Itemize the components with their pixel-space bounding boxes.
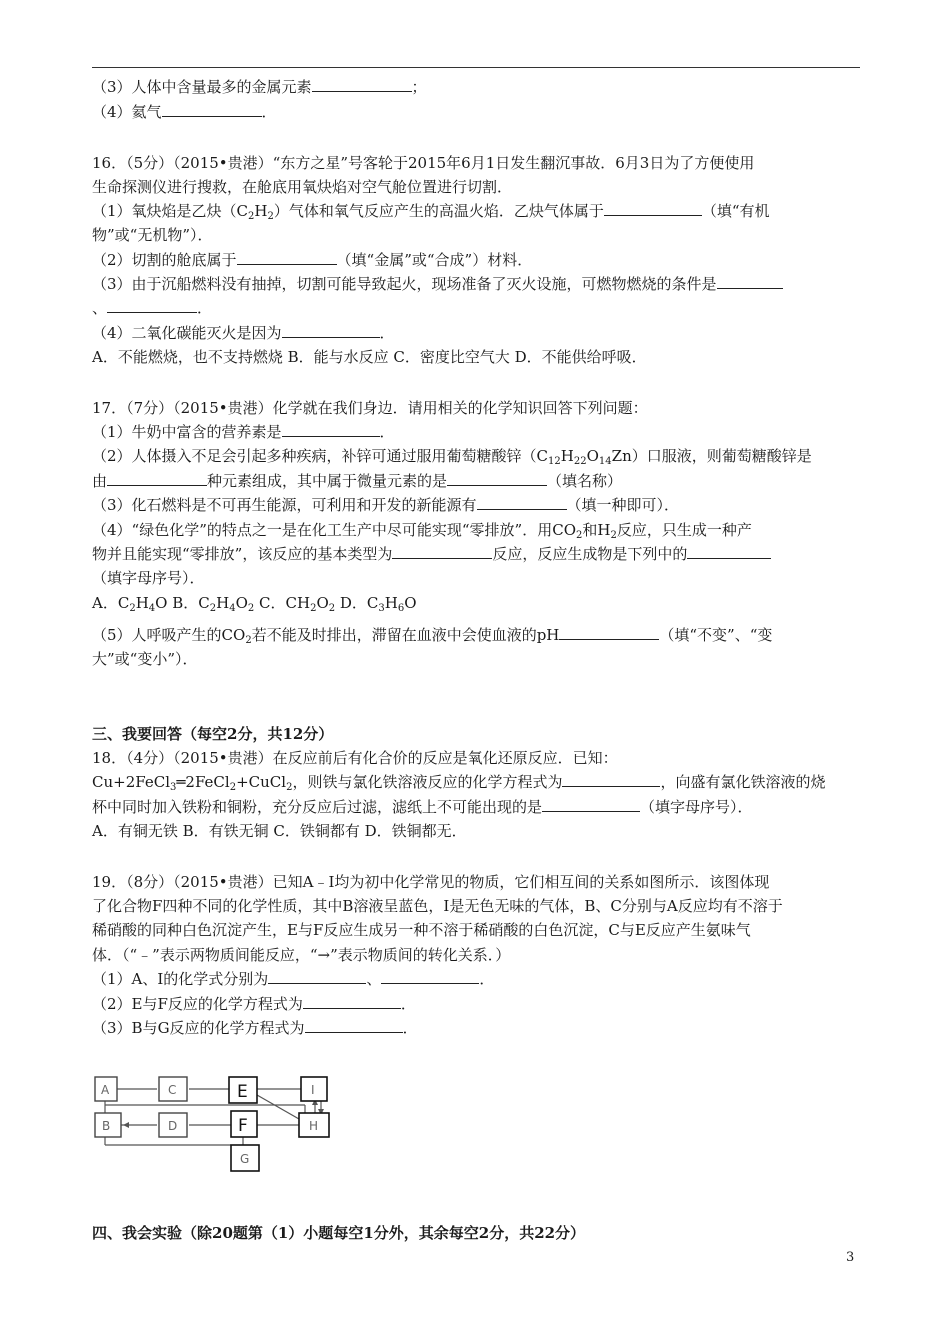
q16-part1: （1）氧炔焰是乙炔$(C_2H_2)$气体和氧气反应产生的高温火焰．乙炔气体属于 （填“有机 (92, 202, 770, 222)
node-g-label: G (240, 1152, 250, 1166)
node-d-label: D (168, 1119, 178, 1133)
q17-part4-cont2: （填字母序号）． (92, 569, 205, 587)
answer-blank[interactable] (604, 201, 702, 216)
answer-blank[interactable] (312, 77, 412, 92)
q17-part4-cont: 物并且能实现“零排放”，该反应的基本类型为 反应，反应生成物是下列中的 (92, 544, 771, 564)
link-e-h (257, 1095, 299, 1119)
page-number: 3 (846, 1250, 855, 1265)
node-c-label: C (168, 1083, 177, 1097)
q18-line2: Cu+2FeCl$_3$═2FeCl$_2$+CuCl$_2$，则铁与氯化铁溶液反应的化学方程式为 ，向盛有氯化铁溶液的烧 (92, 773, 826, 793)
node-f-label: F (238, 1116, 248, 1136)
answer-blank[interactable] (562, 772, 660, 787)
line-q15-part3: （3）人体中含量最多的金属元素 ； (92, 78, 427, 96)
q17-part2: （2）人体摄入不足会引起多种疾病，补锌可通过服用葡萄糖酸锌$(C_{12}H_{22}O_{14}Zn)$口服液，则葡萄糖酸锌是 (92, 447, 812, 467)
q19-part3: （3）B与G反应的化学方程式为 ． (92, 1019, 418, 1037)
answer-blank[interactable] (717, 274, 783, 289)
q16-head: 16．（5分）（2015•贵港）“东方之星”号客轮于2015年6月1日发生翻沉事故．6月3日为了方便使用 (92, 154, 755, 172)
q19-part2: （2）E与F反应的化学方程式为 ． (92, 995, 416, 1013)
answer-blank[interactable] (687, 544, 771, 559)
q17-part3: （3）化石燃料是不可再生能源，可利用和开发的新能源有 （填一种即可）． (92, 496, 680, 514)
arrow-to-b (123, 1122, 129, 1128)
answer-blank[interactable] (305, 1018, 403, 1033)
answer-blank[interactable] (237, 250, 337, 265)
node-i-label: I (311, 1083, 315, 1097)
answer-blank[interactable] (162, 102, 262, 117)
q16-part2: （2）切割的舱底属于 （填“金属”或“合成”）材料． (92, 251, 533, 269)
q16-part3: （3）由于沉船燃料没有抽掉，切割可能导致起火，现场准备了灭火设施，可燃物燃烧的条件是 (92, 274, 783, 294)
answer-blank[interactable] (542, 797, 640, 812)
q17-part5: （5）人呼吸产生的$CO_2$若不能及时排出，滞留在血液中会使血液的pH （填“不变”、“变 (92, 626, 773, 646)
q17-part1: （1）牛奶中富含的营养素是 ． (92, 423, 395, 441)
q19-line2: 了化合物F四种不同的化学性质，其中B溶液呈蓝色，I是无色无味的气体，B、C分别与A反应均有不溶于 (92, 897, 783, 915)
q16-part1-cont: 物”或“无机物”）． (92, 226, 213, 244)
diagram-svg (93, 1075, 338, 1175)
node-h-label: H (309, 1119, 319, 1133)
q19-line4: 体．（“﹣”表示两物质间能反应，“→”表示物质间的转化关系．） (92, 946, 511, 964)
section-3-title: 三、我要回答（每空2分，共12分） (92, 725, 334, 743)
answer-blank[interactable] (303, 994, 401, 1009)
line-q15-part4: （4）氦气 ． (92, 103, 277, 121)
answer-blank[interactable] (447, 471, 547, 486)
answer-blank[interactable] (477, 495, 567, 510)
q17-part2-cont: 由 种元素组成，其中属于微量元素的是 （填名称） (92, 472, 623, 490)
section-4-title: 四、我会实验（除20题第（1）小题每空1分外，其余每空2分，共22分） (92, 1224, 586, 1242)
answer-blank[interactable] (107, 471, 207, 486)
q19-line3: 稀硝酸的同种白色沉淀产生，E与F反应生成另一种不溶于稀硝酸的白色沉淀，C与E反应产生氨味气 (92, 921, 751, 939)
answer-blank[interactable] (282, 323, 380, 338)
q18-head: 18．（4分）（2015•贵港）在反应前后有化合价的反应是氧化还原反应．已知： (92, 749, 618, 767)
node-e-label: E (237, 1082, 248, 1102)
node-b-label: B (102, 1119, 111, 1133)
answer-blank[interactable] (392, 544, 492, 559)
q19-line1: 19．（8分）（2015•贵港）已知A﹣I均为初中化学常见的物质，它们相互间的关系如图所示．该图体现 (92, 873, 770, 891)
answer-blank[interactable] (107, 298, 197, 313)
q18-options: A．有铜无铁 B．有铁无铜 C．铁铜都有 D．铁铜都无． (92, 822, 467, 840)
q16-part4: （4）二氧化碳能灭火是因为 ． (92, 324, 395, 342)
q18-line3: 杯中同时加入铁粉和铜粉，充分反应后过滤，滤纸上不可能出现的是 （填字母序号）． (92, 798, 753, 816)
answer-blank[interactable] (268, 969, 366, 984)
q17-part4: （4）“绿色化学”的特点之一是在化工生产中尽可能实现“零排放”．用$CO_2$和$H_2$反应，只生成一种产 (92, 521, 752, 541)
q19-part1: （1）A、I的化学式分别为 、 ． (92, 970, 495, 988)
q16-part3-cont: 、 ． (92, 299, 213, 317)
header-rule (92, 67, 860, 68)
q16-head2: 生命探测仪进行搜救，在舱底用氧炔焰对空气舱位置进行切割． (92, 178, 513, 196)
answer-blank[interactable] (282, 422, 380, 437)
answer-blank[interactable] (381, 969, 479, 984)
q16-options: A．不能燃烧，也不支持燃烧 B．能与水反应 C．密度比空气大 D．不能供给呼吸． (92, 348, 647, 366)
relationship-diagram (93, 1075, 338, 1175)
q17-options: A．$C_2H_4O$ B．$C_2H_4O_2$ C．$CH_2O_2$ D．$C_3H_6O$ (92, 594, 417, 614)
q17-part5-cont: 大”或“变小”）． (92, 650, 198, 668)
q17-head: 17．（7分）（2015•贵港）化学就在我们身边．请用相关的化学知识回答下列问题： (92, 399, 648, 417)
node-a-label: A (101, 1083, 110, 1097)
answer-blank[interactable] (559, 625, 659, 640)
